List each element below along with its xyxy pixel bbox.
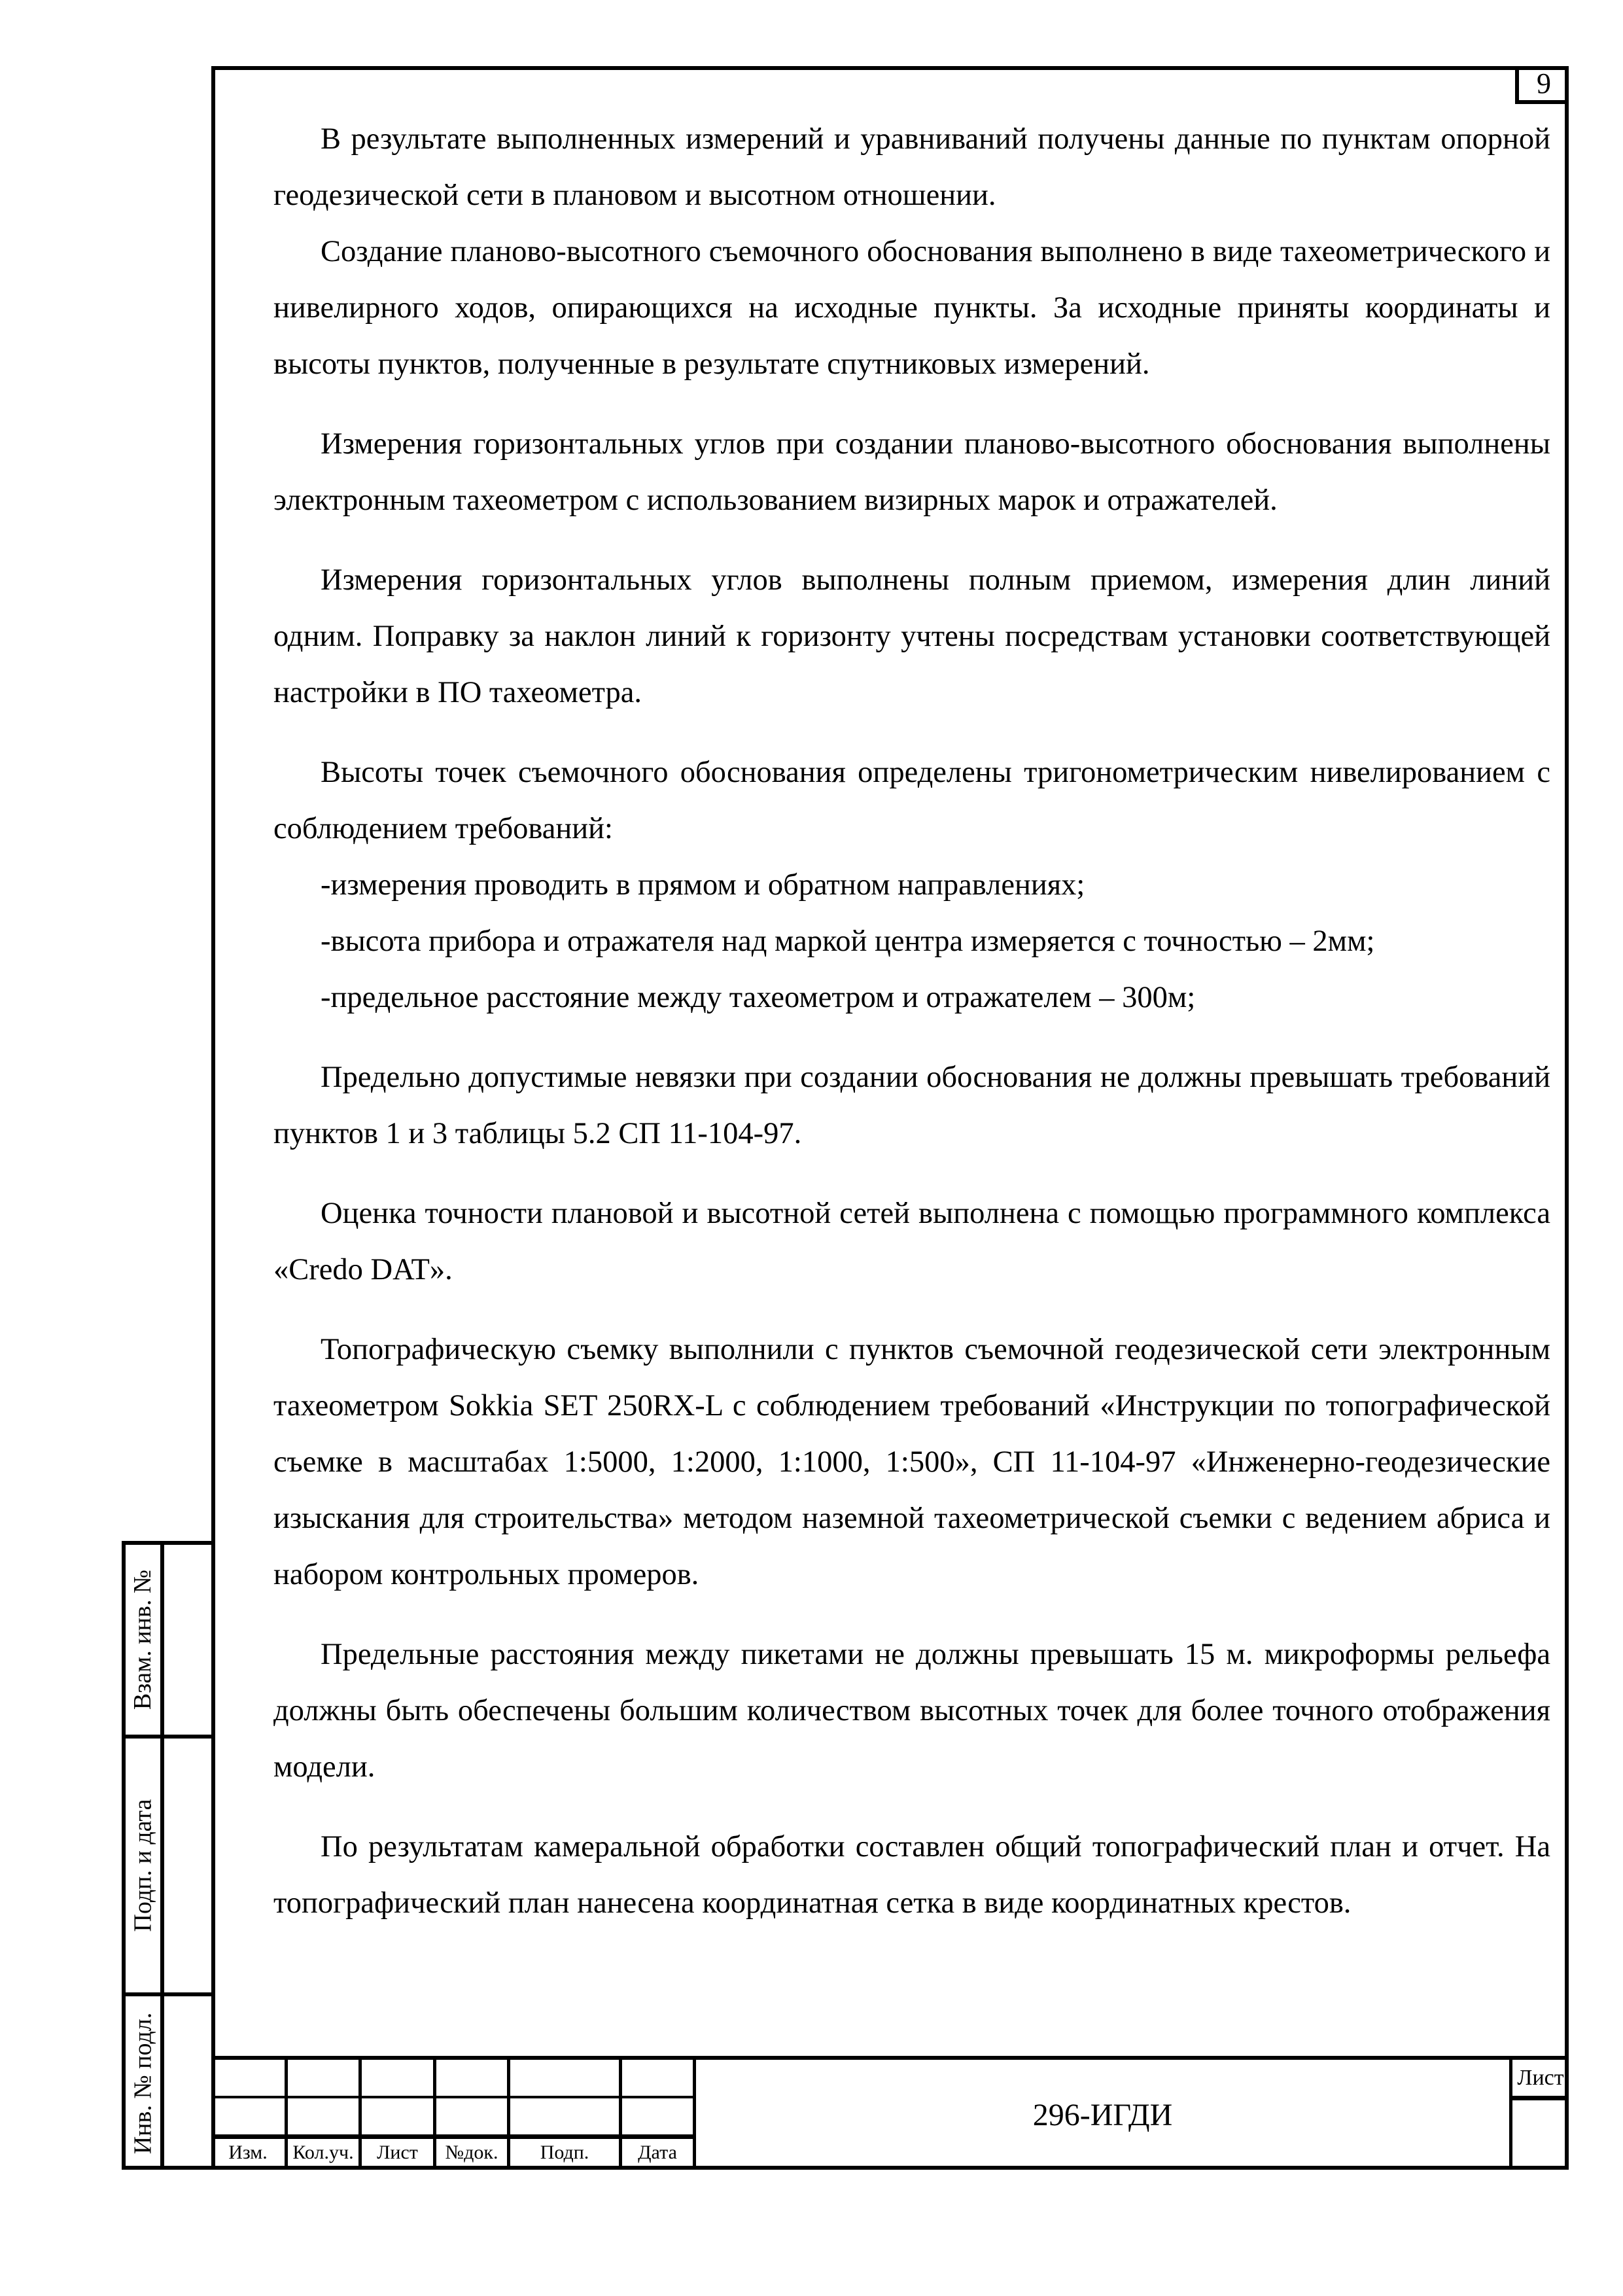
side-stamp: [122, 1541, 211, 2170]
paragraph: По результатам камеральной обработки составлен общий топографический план и отчет. На топографический план нанесена координатная сетка в виде координатных крестов.: [273, 1830, 1550, 1920]
tb-hline: [1509, 2096, 1565, 2100]
paragraph: Измерения горизонтальных углов выполнены полным приемом, измерения длин линий одним. Поправку за наклон линий к горизонту учтены посредствам установки соответствующей настройки в ПО тахеометра.: [273, 563, 1550, 709]
requirement-item: -высота прибора и отражателя над маркой центра измеряется с точностью – 2мм;: [321, 925, 1375, 958]
paragraph: Предельно допустимые невязки при создании обоснования не должны превышать требований пунктов 1 и 3 таблицы 5.2 СП 11-104-97.: [273, 1061, 1550, 1150]
paragraph: Высоты точек съемочного обоснования определены тригонометрическим нивелированием с соблюдением требований:: [273, 756, 1550, 845]
side-stamp-divider: [160, 1545, 164, 2166]
inv-podl-cell: [126, 1996, 160, 2170]
requirement-item: -предельное расстояние между тахеометром и отражателем – 300м;: [321, 981, 1196, 1014]
paragraph: Топографическую съемку выполнили с пунктов съемочной геодезической сети электронным тахеометром Sokkia SET 250RX-L с соблюдением требований «Инструкции по топографической съемке в масштабах 1:5000, 1:2000, 1:1000, 1:500», СП 11-104-97 «Инженерно-геодезические изыскания для строительства» методом наземной тахеометрической съемки с ведением абриса и набором контрольных промеров.: [273, 1333, 1550, 1591]
document-code: 296-ИГДИ: [1032, 2097, 1173, 2132]
paragraph: Предельные расстояния между пикетами не должны превышать 15 м. микроформы рельефа должны быть обеспечены большим количеством высотных точек для более точного отображения модели.: [273, 1638, 1550, 1784]
page-number: 9: [1515, 66, 1569, 104]
document-body: [273, 111, 1550, 1932]
tb-col-izm: Изм.: [228, 2142, 268, 2163]
vzam-inv-cell: [126, 1545, 160, 1735]
tb-col-data: Дата: [638, 2142, 677, 2163]
tb-hline: [211, 2096, 695, 2098]
tb-col-podp: Подп.: [540, 2142, 589, 2163]
tb-col-kol-uch: Кол.уч.: [292, 2142, 354, 2163]
paragraph: Создание планово-высотного съемочного обоснования выполнено в виде тахеометрического и нивелирного ходов, опирающихся на исходные пункты. За исходные приняты координаты и высоты пунктов, полученные в результате спутниковых измерений.: [273, 235, 1550, 381]
paragraph: Измерения горизонтальных углов при создании планово-высотного обоснования выполнены электронным тахеометром с использованием визирных марок и отражателей.: [273, 427, 1550, 517]
sheet-label: Лист: [1517, 2065, 1564, 2090]
tb-col-ndok: №док.: [445, 2142, 498, 2163]
podp-data-label: Подп. и дата: [129, 1799, 157, 1932]
podp-data-cell: [126, 1739, 160, 1992]
requirement-item: -измерения проводить в прямом и обратном направлениях;: [321, 868, 1085, 902]
paragraph: В результате выполненных измерений и уравниваний получены данные по пунктам опорной геодезической сети в плановом и высотном отношении.: [273, 122, 1550, 212]
tb-col-list: Лист: [377, 2142, 418, 2163]
paragraph: Оценка точности плановой и высотной сетей выполнена с помощью программного комплекса «Credo DAT».: [273, 1197, 1550, 1286]
title-block: [211, 2056, 1569, 2170]
inv-podl-label: Инв. № подл.: [129, 2012, 157, 2154]
vzam-inv-label: Взам. инв. №: [129, 1569, 157, 1710]
